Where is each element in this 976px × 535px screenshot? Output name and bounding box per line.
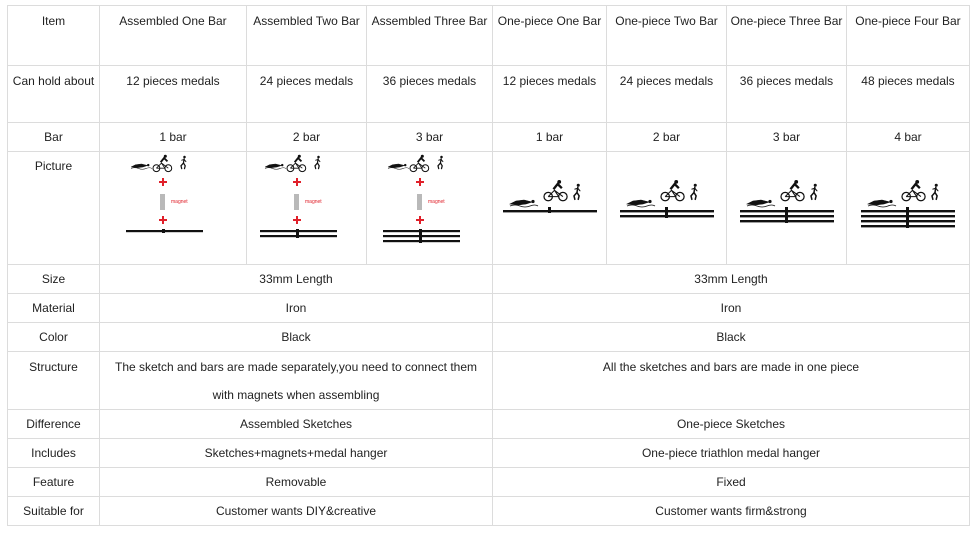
feature-row [8, 468, 970, 497]
swimmer-icon [265, 164, 286, 169]
swimmer-icon [388, 164, 409, 169]
size-row [8, 265, 970, 294]
header-cell: Assembled Two Bar [247, 6, 367, 66]
header-cell: Item [8, 6, 100, 66]
row-label: Difference [8, 410, 100, 439]
bar-post [548, 207, 551, 213]
row-label: Feature [8, 468, 100, 497]
runner-icon [811, 184, 817, 200]
row-label: Material [8, 294, 100, 323]
plus-icon [293, 216, 301, 224]
bar-post [906, 207, 909, 228]
magnet-piece [294, 194, 299, 210]
plus-icon [293, 178, 301, 186]
row-label: Color [8, 323, 100, 352]
capacity-cell: 24 pieces medals [247, 66, 367, 123]
swimmer-icon [627, 200, 655, 207]
bar-cell: 1 bar [100, 123, 247, 152]
header-cell: One-piece Two Bar [607, 6, 727, 66]
cyclist-icon [902, 180, 925, 201]
magnet-piece [417, 194, 422, 210]
product-picture-cell [727, 152, 847, 265]
plus-icon [159, 216, 167, 224]
capacity-row [8, 66, 970, 123]
plus-icon [416, 178, 424, 186]
structure-assembled: The sketch and bars are made separately,you need to connect them with magnets when assembling [100, 352, 493, 410]
assembled-hanger-image [257, 154, 357, 254]
onepiece-hanger-image [737, 154, 837, 254]
picture-row [8, 152, 970, 265]
bar-post [419, 229, 422, 243]
magnet-piece [160, 194, 165, 210]
bar-cell: 2 bar [607, 123, 727, 152]
row-label: Picture [8, 152, 100, 265]
plus-icon [159, 178, 167, 186]
feature-assembled: Removable [100, 468, 493, 497]
product-picture-cell [847, 152, 970, 265]
assembled-hanger-image [380, 154, 480, 254]
header-cell: One-piece Three Bar [727, 6, 847, 66]
capacity-cell: 36 pieces medals [367, 66, 493, 123]
plus-icon [416, 216, 424, 224]
bar-post [665, 207, 668, 218]
suitable-row [8, 497, 970, 526]
row-label: Suitable for [8, 497, 100, 526]
size-onepiece: 33mm Length [493, 265, 970, 294]
includes-onepiece: One-piece triathlon medal hanger [493, 439, 970, 468]
header-cell: One-piece One Bar [493, 6, 607, 66]
color-assembled: Black [100, 323, 493, 352]
magnet-label: magnet [427, 199, 445, 205]
capacity-cell: 48 pieces medals [847, 66, 970, 123]
product-picture-cell [367, 152, 493, 265]
includes-assembled: Sketches+magnets+medal hanger [100, 439, 493, 468]
magnet-label: magnet [171, 199, 188, 205]
capacity-cell: 12 pieces medals [100, 66, 247, 123]
product-picture-cell [247, 152, 367, 265]
capacity-cell: 36 pieces medals [727, 66, 847, 123]
header-cell: Assembled Three Bar [367, 6, 493, 66]
bar-post [785, 207, 788, 223]
suitable-onepiece: Customer wants firm&strong [493, 497, 970, 526]
magnet-label: magnet [304, 199, 322, 205]
structure-onepiece: All the sketches and bars are made in one piece [493, 352, 970, 410]
header-cell: Assembled One Bar [100, 6, 247, 66]
cyclist-icon [153, 155, 172, 172]
cyclist-icon [544, 180, 567, 201]
product-picture-cell [493, 152, 607, 265]
structure-row [8, 352, 970, 410]
swimmer-icon [131, 164, 152, 169]
bar-cell: 4 bar [847, 123, 970, 152]
bar-post [296, 229, 299, 238]
capacity-cell: 24 pieces medals [607, 66, 727, 123]
onepiece-hanger-image [617, 154, 717, 254]
row-label: Includes [8, 439, 100, 468]
onepiece-hanger-image [858, 154, 958, 254]
product-picture-cell [100, 152, 247, 265]
material-row [8, 294, 970, 323]
bar-row [8, 123, 970, 152]
swimmer-icon [510, 200, 538, 207]
cyclist-icon [287, 155, 306, 172]
material-assembled: Iron [100, 294, 493, 323]
runner-icon [315, 156, 320, 169]
runner-icon [574, 184, 580, 200]
feature-onepiece: Fixed [493, 468, 970, 497]
difference-assembled: Assembled Sketches [100, 410, 493, 439]
assembled-hanger-image [123, 154, 223, 254]
size-assembled: 33mm Length [100, 265, 493, 294]
onepiece-hanger-image [500, 154, 600, 254]
row-label: Size [8, 265, 100, 294]
product-picture-cell [607, 152, 727, 265]
includes-row [8, 439, 970, 468]
bar-cell: 1 bar [493, 123, 607, 152]
runner-icon [932, 184, 938, 200]
bar-cell: 3 bar [727, 123, 847, 152]
swimmer-icon [868, 200, 896, 207]
cyclist-icon [781, 180, 804, 201]
capacity-cell: 12 pieces medals [493, 66, 607, 123]
cyclist-icon [661, 180, 684, 201]
spec-table [7, 5, 970, 526]
row-label: Can hold about [8, 66, 100, 123]
bar-cell: 2 bar [247, 123, 367, 152]
difference-onepiece: One-piece Sketches [493, 410, 970, 439]
header-cell: One-piece Four Bar [847, 6, 970, 66]
cyclist-icon [410, 155, 429, 172]
bar-post [162, 229, 165, 233]
color-row [8, 323, 970, 352]
swimmer-icon [747, 200, 775, 207]
material-onepiece: Iron [493, 294, 970, 323]
bar-cell: 3 bar [367, 123, 493, 152]
header-row [8, 6, 970, 66]
difference-row [8, 410, 970, 439]
runner-icon [181, 156, 186, 169]
runner-icon [438, 156, 443, 169]
row-label: Structure [8, 352, 100, 410]
runner-icon [691, 184, 697, 200]
suitable-assembled: Customer wants DIY&creative [100, 497, 493, 526]
color-onepiece: Black [493, 323, 970, 352]
row-label: Bar [8, 123, 100, 152]
